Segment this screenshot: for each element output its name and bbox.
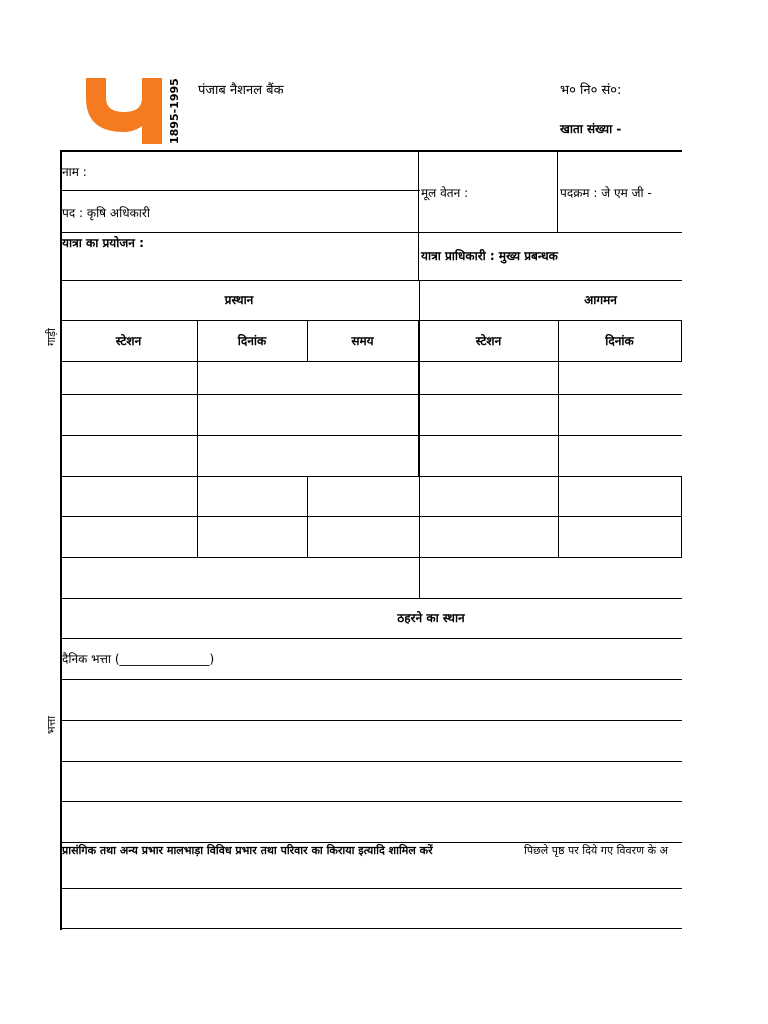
prev-page-note: पिछले पृष्ठ पर दिये गए विवरण के अ	[524, 844, 668, 857]
col-divider	[558, 320, 559, 557]
divider	[60, 598, 682, 599]
col-date-departure: दिनांक	[237, 334, 267, 348]
divider	[60, 476, 682, 477]
departure-header: प्रस्थान	[224, 293, 254, 307]
divider	[60, 190, 420, 191]
incidental-label: प्रासंगिक तथा अन्य प्रभार मालभाड़ा विविध प्रभार तथा परिवार का किराया इत्यादि शामिल करें	[62, 844, 433, 857]
arrival-header: आगमन	[584, 293, 617, 307]
divider	[60, 761, 682, 762]
form-bottom-border	[60, 928, 682, 929]
col-divider	[681, 476, 682, 557]
col-station-arrival: स्टेशन	[475, 334, 502, 348]
stay-place-label: ठहरने का स्थान	[397, 611, 465, 625]
divider	[60, 801, 682, 802]
logo-years: 1895-1995	[168, 78, 181, 144]
divider	[60, 842, 682, 843]
col-divider	[197, 320, 198, 557]
divider	[60, 679, 682, 680]
authority-label: यात्रा प्राधिकारी : मुख्य प्रबन्धक	[421, 249, 558, 263]
divider	[60, 320, 682, 321]
col-station-departure: स्टेशन	[115, 334, 142, 348]
divider	[60, 361, 682, 362]
purpose-label: यात्रा का प्रयोजन :	[62, 236, 144, 250]
divider	[60, 557, 682, 558]
account-label: खाता संख्या -	[560, 122, 622, 136]
col-divider	[418, 150, 419, 280]
designation-label: पद : कृषि अधिकारी	[62, 206, 150, 220]
tr-no-label: भ० नि० सं०:	[560, 83, 622, 98]
divider	[60, 280, 682, 281]
col-time-departure: समय	[351, 334, 374, 348]
divider	[60, 232, 682, 233]
col-divider	[681, 320, 682, 361]
divider	[60, 435, 682, 436]
scale-label: पदक्रम : जे एम जी -	[560, 186, 652, 200]
pnb-logo	[86, 78, 166, 144]
side-label-allowance: भत्ता	[45, 715, 58, 735]
divider	[60, 638, 682, 639]
left-border	[60, 150, 62, 930]
divider	[60, 720, 682, 721]
col-date-arrival: दिनांक	[605, 334, 634, 348]
basic-pay-label: मूल वेतन :	[421, 186, 469, 200]
form-top-border	[60, 150, 682, 152]
col-divider	[557, 150, 558, 232]
divider	[60, 516, 682, 517]
name-label: नाम :	[62, 165, 87, 179]
bank-name: पंजाब नैशनल बैंक	[198, 83, 284, 98]
pnb-logo-icon	[86, 78, 166, 144]
side-label-fare: गाड़ी	[45, 328, 58, 346]
col-divider	[307, 476, 308, 557]
daily-allowance-label: दैनिक भत्ता (_______________)	[62, 652, 215, 666]
divider	[60, 888, 682, 889]
divider	[60, 394, 682, 395]
